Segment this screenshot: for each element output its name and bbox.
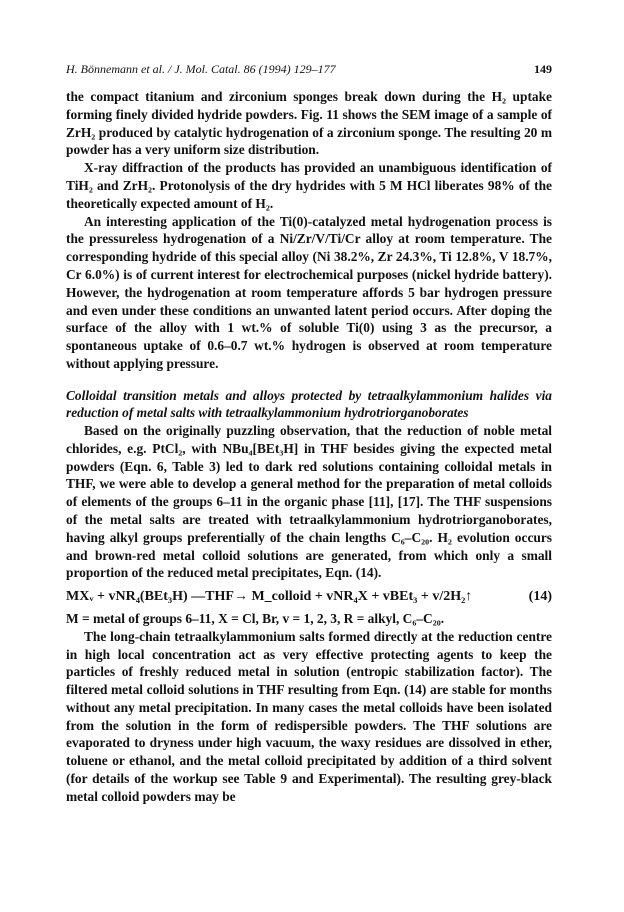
running-head-text: H. Bönnemann et al. / J. Mol. Catal. 86 (1994) 129–177	[66, 62, 336, 76]
paragraph-3: An interesting application of the Ti(0)-catalyzed metal hydrogenation process is the pressureless hydrogenation of a Ni/Zr/V/Ti/Cr alloy at room temperature. The corresponding hydride of this special alloy (Ni 38.2%, Zr 24.3%, Ti 12.8%, V 18.7%, Cr 6.0%) is of current interest for electrochemical purposes (nickel hydride battery). However, the hydrogenation at room temperature affords 5 bar hydrogen pressure and even under these conditions an unwanted latent period occurs. After doping the surface of the alloy with 1 wt.% of soluble Ti(0) using 3 as the precursor, a spontaneous uptake of 0.6–0.7 wt.% hydrogen is observed at room temperature without applying pressure.	[66, 213, 552, 371]
equation-definitions: M = metal of groups 6–11, X = Cl, Br, v = 1, 2, 3, R = alkyl, C₆–C₂₀.	[66, 610, 445, 626]
equation-14	[66, 588, 552, 606]
equation-number: (14)	[528, 589, 552, 605]
paragraph-4: Based on the originally puzzling observation, that the reduction of noble metal chlorides, e.g. PtCl₂, with NBu₄[BEt₃H] in THF besides giving the expected metal powders (Eqn. 6, Table 3) led to dark red solutions containing colloidal metals in THF, we were able to develop a general method for the preparation of metal colloids of elements of the groups 6–11 in the organic phase [11], [17]. The THF suspensions of the metal salts are treated with tetraalkylammonium hydrotriorganoborates, having alkyl groups preferentially of the chain lengths C₆–C₂₀. H₂ evolution occurs and brown-red metal colloid solutions are generated, from which only a small proportion of the reduced metal precipitates, Eqn. (14).	[66, 422, 552, 581]
paragraph-2: X-ray diffraction of the products has provided an unambiguous identification of TiH₂ and ZrH₂. Protonolysis of the dry hydrides with 5 M HCl liberates 98% of the theoretically expected amount of H₂.	[66, 160, 552, 211]
equation-text: MXᵥ + vNR₄(BEt₃H) —THF→ M_colloid + vNR₄X + vBEt₃ + v/2H₂↑	[66, 589, 473, 605]
paragraph-5: The long-chain tetraalkylammonium salts formed directly at the reduction centre in high local concentration act as very effective protecting agents to keep the particles of freshly reduced metal in solution (entropic stabilization factor). The filtered metal colloid solutions in THF resulting from Eqn. (14) are stable for months without any metal precipitation. In many cases the metal colloids have been isolated from the solution in the form of redispersible powders. The THF solutions are evaporated to dryness under high vacuum, the waxy residues are dissolved in ether, toluene or ethanol, and the metal colloid precipitated by addition of a third solvent (for details of the workup see Table 9 and Experimental). The resulting grey-black metal colloid powders may be	[66, 628, 552, 804]
paragraph-1: the compact titanium and zirconium sponges break down during the H₂ uptake forming finely divided hydride powders. Fig. 11 shows the SEM image of a sample of ZrH₂ produced by catalytic hydrogenation of a zirconium sponge. The resulting 20 m powder has a very uniform size distribution.	[66, 89, 552, 158]
page-number: 149	[534, 62, 552, 76]
running-header	[66, 62, 552, 77]
section-title: Colloidal transition metals and alloys protected by tetraalkylammonium halides via reduction of metal salts with tetraalkylammonium hydrotriorganoborates	[66, 387, 552, 421]
article-body	[66, 88, 552, 806]
